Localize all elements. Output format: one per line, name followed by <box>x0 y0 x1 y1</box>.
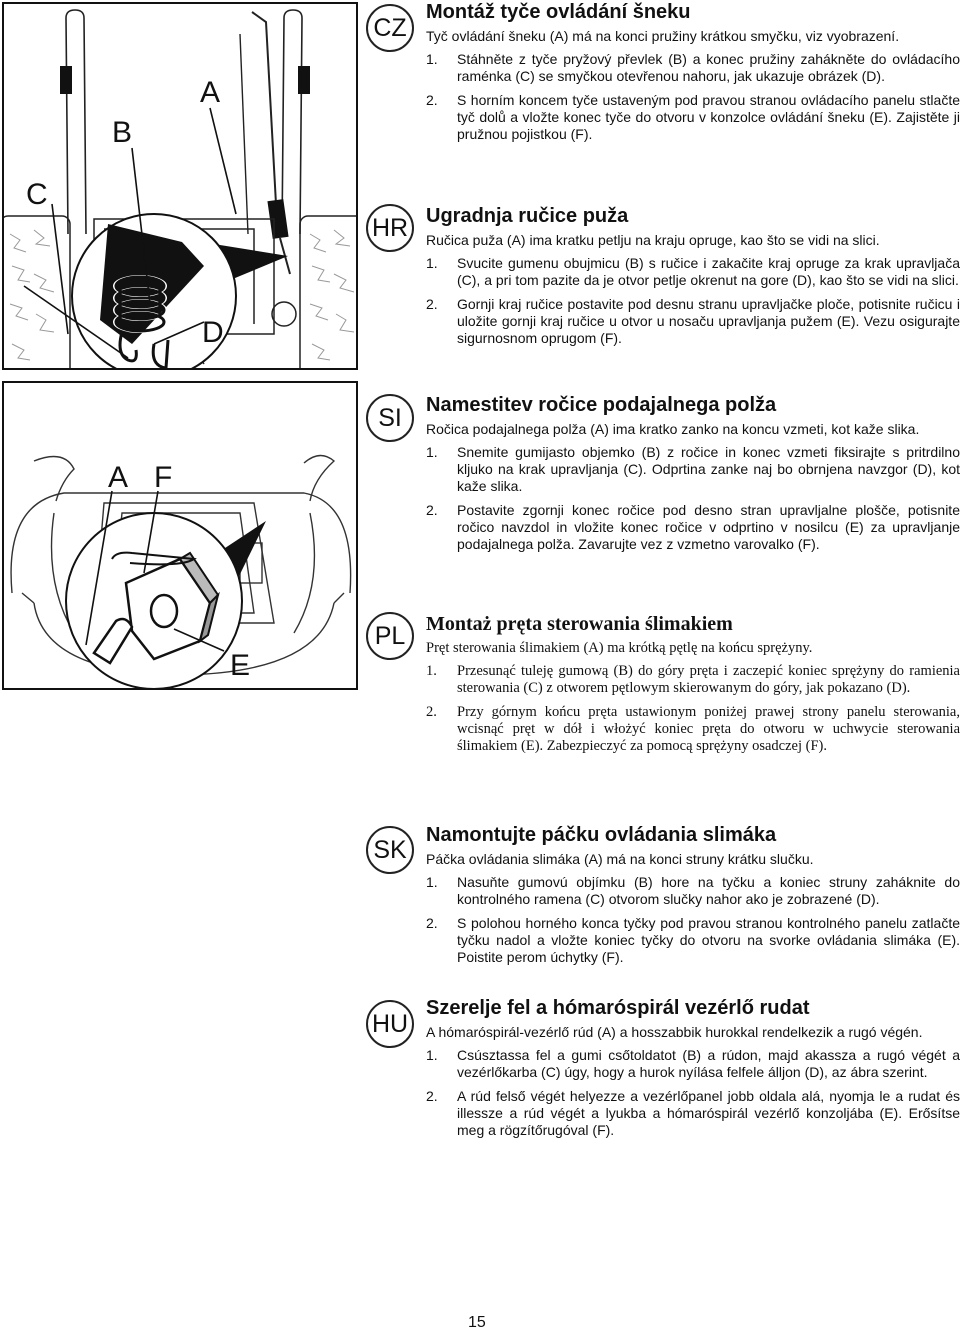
language-badge-cz: CZ <box>366 4 414 52</box>
callout-a: A <box>200 76 221 109</box>
step-number: 1. <box>426 874 438 890</box>
step-text: Gornji kraj ručice postavite pod desnu stranu upravljačke ploče, potisnite ručicu i uložite gornji kraj ručice u otvor u nosaču upravljanja pužem (E). Vezu osigurajte sigurnosnom oprugom (F). <box>457 296 960 346</box>
step-text: Stáhněte z tyče pryžový převlek (B) a konec pružiny zahákněte do ovládacího raménka (C) se smyčkou otevřenou nahoru, jak ukazuje obrázek (D). <box>457 51 960 84</box>
step-item <box>426 663 960 697</box>
section-title: Namontujte páčku ovládania slimáka <box>426 824 777 846</box>
section-intro: Ručica puža (A) ima kratku petlju na kraju opruge, kao što se vidi na slici. <box>426 232 880 248</box>
step-number: 1. <box>426 1047 438 1063</box>
step-list <box>426 255 960 347</box>
step-item <box>426 874 960 908</box>
section-intro: Ročica podajalnega polža (A) ima kratko zanko na koncu vzmeti, kot kaže slika. <box>426 421 920 437</box>
step-text: Przy górnym końcu pręta ustawionym poniżej prawej strony panelu sterowania, wcisnąć pręt w dół i włożyć koniec pręta do otworu w uchwycie sterowania ślimakiem (E). Zabezpieczyć za pomocą sprężyny osadczej (F). <box>457 704 960 754</box>
section-title: Namestitev ročice podajalnega polža <box>426 394 777 416</box>
step-text: S polohou horného konca tyčky pod pravou stranou kontrolného panelu zatlačte tyčku nadol a vložte koniec tyčky do otvoru na svorke ovládania slimáka (E). Poistite perom úchytky (F). <box>457 915 960 965</box>
section-title: Ugradnja ručice puža <box>426 205 629 227</box>
language-badge-si: SI <box>366 394 414 442</box>
figure-bracket-detail <box>2 381 358 690</box>
step-number: 2. <box>426 915 438 931</box>
step-text: Svucite gumenu obujmicu (B) s ručice i zakačite kraj opruge za krak upravljača (C), a pri tom pazite da je otvor petlje okrenut na gore (D), kao što se vidi na slici. <box>457 255 960 288</box>
step-item <box>426 92 960 143</box>
step-number: 2. <box>426 1088 438 1104</box>
section-intro: A hómaróspirál-vezérlő rúd (A) a hosszabbik hurokkal rendelkezik a rugó végén. <box>426 1024 923 1040</box>
page-number: 15 <box>468 1314 486 1331</box>
section-pl <box>426 612 960 762</box>
step-text: A rúd felső végét helyezze a vezérlőpanel jobb oldala alá, nyomja le a rudat és illessze a rúd végét a lyukba a hómaróspirál vezérlő konzoljába (E). Erősítse meg a rögzítőrugóval (F). <box>457 1088 960 1138</box>
step-number: 1. <box>426 255 438 271</box>
step-list <box>426 51 960 143</box>
callout-c: C <box>26 178 48 211</box>
section-title: Szerelje fel a hómaróspirál vezérlő rudat <box>426 997 810 1019</box>
step-item <box>426 296 960 347</box>
callout-a: A <box>108 461 129 494</box>
step-number: 1. <box>426 444 438 460</box>
step-number: 1. <box>426 663 437 679</box>
step-item <box>426 502 960 553</box>
step-number: 2. <box>426 296 438 312</box>
section-cz <box>426 0 960 150</box>
step-item <box>426 255 960 289</box>
step-list <box>426 663 960 755</box>
step-item <box>426 915 960 966</box>
step-number: 2. <box>426 92 438 108</box>
step-number: 2. <box>426 502 438 518</box>
control-rod-drawing <box>4 4 356 368</box>
section-hr <box>426 204 960 354</box>
step-list <box>426 1047 960 1139</box>
step-item <box>426 1088 960 1139</box>
section-si <box>426 393 960 560</box>
bracket-drawing <box>4 383 356 688</box>
language-badge-hr: HR <box>366 204 414 252</box>
language-badge-sk: SK <box>366 826 414 874</box>
callout-d: D <box>202 316 224 349</box>
language-badge-pl: PL <box>366 612 414 660</box>
section-intro: Tyč ovládání šneku (A) má na konci pružiny krátkou smyčku, viz vyobrazení. <box>426 28 900 44</box>
step-text: Snemite gumijasto objemko (B) z ročice in konec vzmeti fiksirajte s pritrdilno kljuko na krak upravljanja (C). Odprtina zanke naj bo obrnjena navzgor (D), kot kaže slika. <box>457 444 960 494</box>
step-text: Przesunąć tuleję gumową (B) do góry pręta i zaczepić koniec sprężyny do ramienia sterowania (C) z otworem pętlowym skierowanym do góry, jak pokazano (D). <box>457 663 960 696</box>
section-intro: Páčka ovládania slimáka (A) má na konci struny krátku slučku. <box>426 851 814 867</box>
figure-control-rod-assembly <box>2 2 358 370</box>
callout-b: B <box>112 116 133 149</box>
callout-e: E <box>230 649 251 682</box>
step-item <box>426 1047 960 1081</box>
section-intro: Pręt sterowania ślimakiem (A) ma krótką pętlę na końcu sprężyny. <box>426 640 813 656</box>
section-title: Montáž tyče ovládání šneku <box>426 1 691 23</box>
language-badge-hu: HU <box>366 1000 414 1048</box>
step-list <box>426 874 960 966</box>
step-text: Nasuňte gumovú objímku (B) hore na tyčku a koniec struny zaháknite do kontrolného ramena (C) otvorom slučky nahor ako je zobrazené (D). <box>457 874 960 907</box>
step-number: 1. <box>426 51 438 67</box>
step-item <box>426 444 960 495</box>
callout-f: F <box>154 461 173 494</box>
step-item <box>426 704 960 755</box>
section-hu <box>426 996 960 1146</box>
section-sk <box>426 823 960 973</box>
step-number: 2. <box>426 704 437 720</box>
step-text: S horním koncem tyče ustaveným pod pravou stranou ovládacího panelu stlačte tyč dolů a vložte konec tyče do otvoru v konzolce ovládání šneku (E). Zajistěte ji pružnou pojistkou (F). <box>457 92 960 142</box>
section-title: Montaż pręta sterowania ślimakiem <box>426 613 733 635</box>
step-text: Postavite zgornji konec ročice pod desno stran upravljalne plošče, potisnite ročico navzdol in vložite konec ročice v odprtino v nosilcu (E) za upravljanje podajalnega polža. Zavarujte vez z vzmetno varovalko (F). <box>457 502 960 552</box>
step-list <box>426 444 960 553</box>
step-text: Csúsztassa fel a gumi csőtoldatot (B) a rúdon, majd akassza a rugó végét a vezérlőkarba (C) úgy, hogy a hurok nyílása felfele álljon (D), az ábra szerint. <box>457 1047 960 1080</box>
step-item <box>426 51 960 85</box>
